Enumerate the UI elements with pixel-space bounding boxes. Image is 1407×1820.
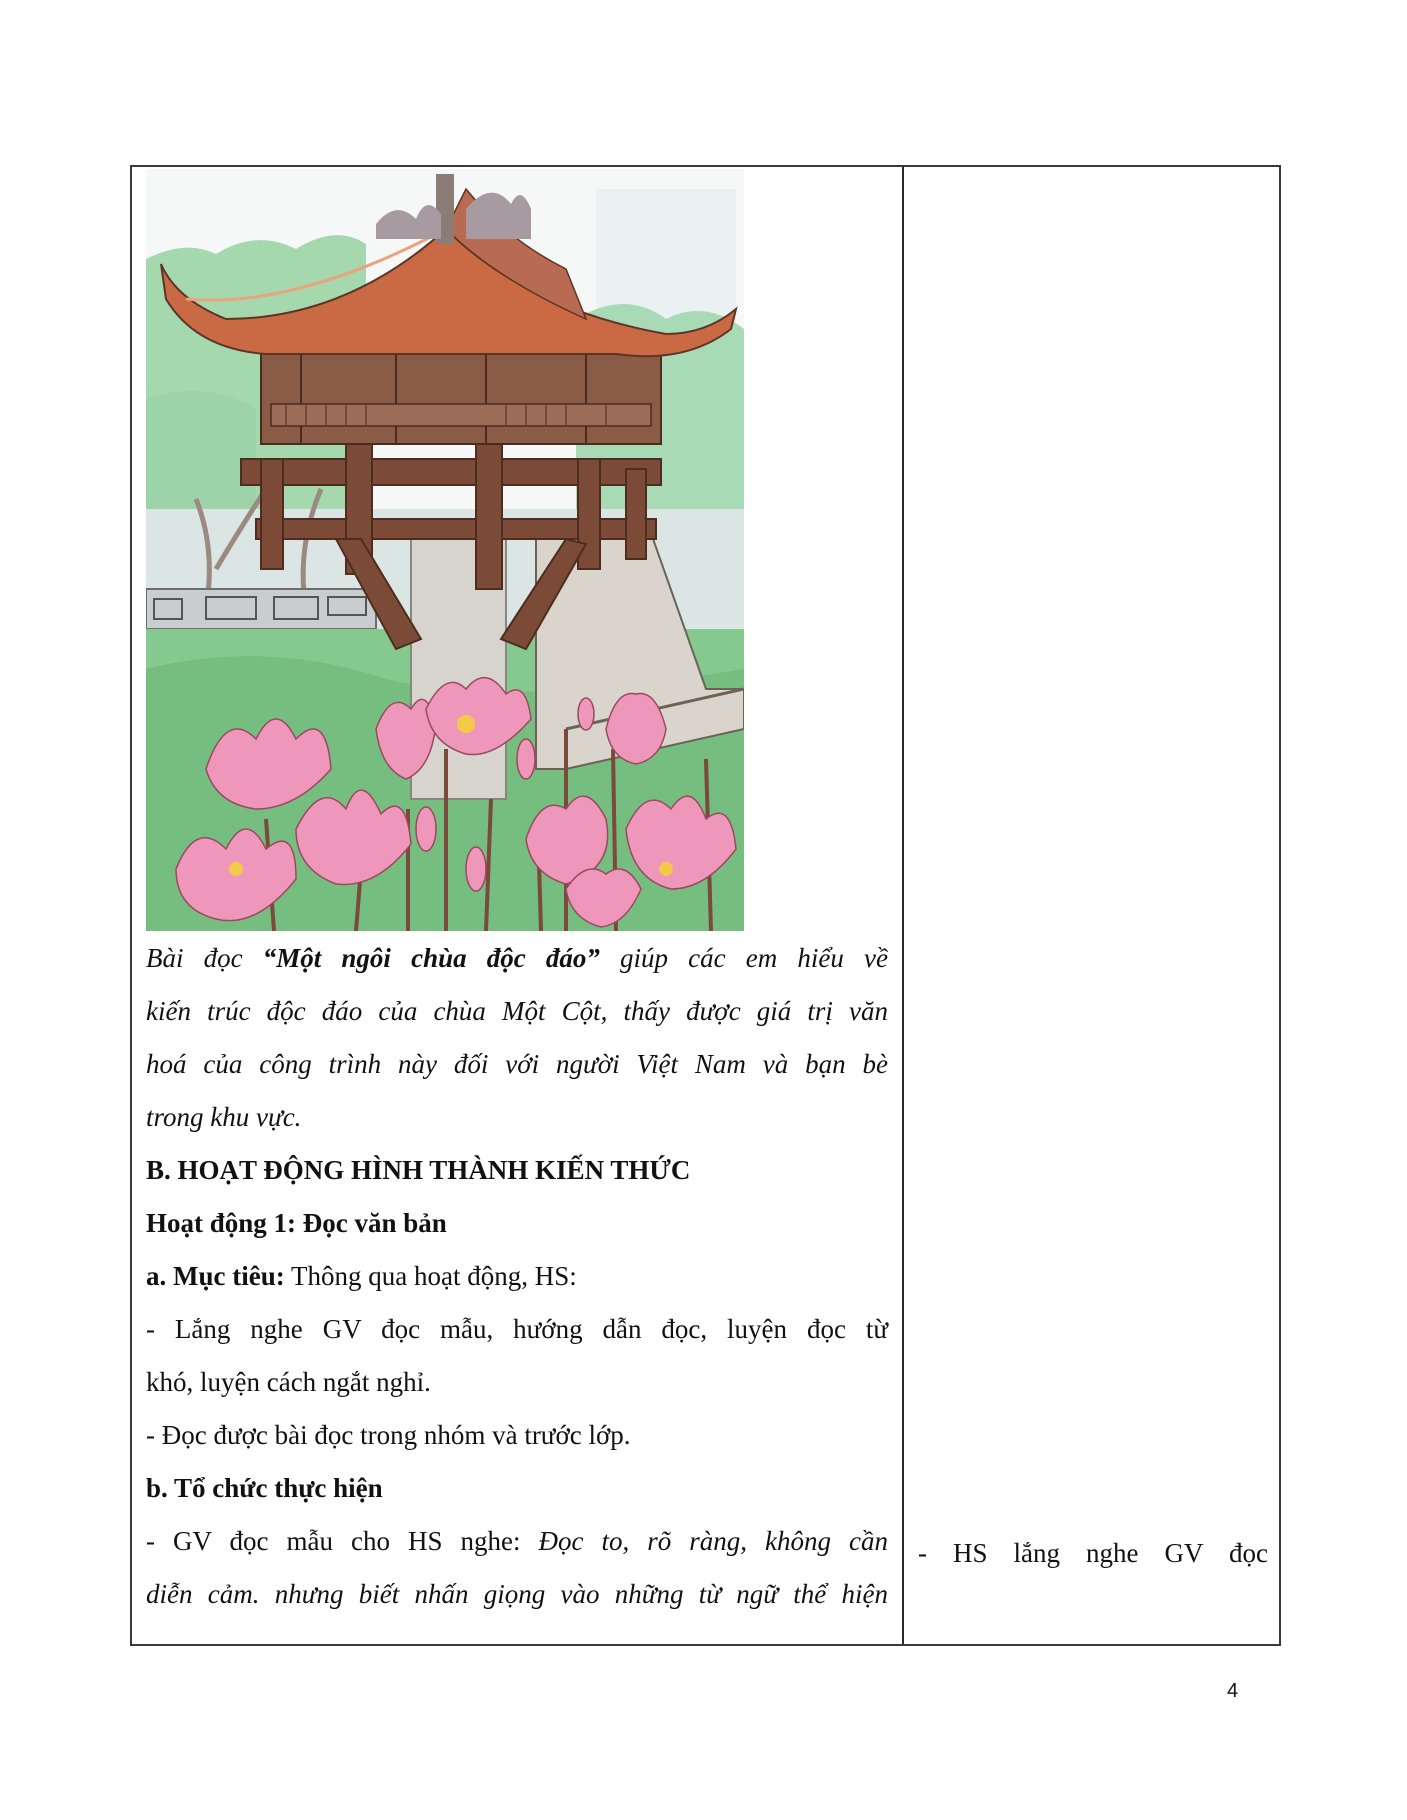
student-activity-text (918, 1527, 1268, 1580)
student-activity-line-1: - HS lắng nghe GV đọc (918, 1538, 1268, 1568)
intro-paragraph (146, 932, 888, 1621)
intro-line-4: trong khu vực. (146, 1102, 302, 1132)
implementation-line-1 (146, 1515, 888, 1568)
objective-text: Thông qua hoạt động, HS: (284, 1261, 577, 1291)
implementation-line-2: diễn cảm. nhưng biết nhấn giọng vào những từ ngữ thể hiện (146, 1579, 888, 1609)
intro-text: giúp các em hiểu về (599, 943, 888, 973)
intro-line-2: kiến trúc độc đáo của chùa Một Cột, thấy được giá trị văn (146, 996, 888, 1026)
objective-line (146, 1250, 888, 1303)
objective-item-2: - Đọc được bài đọc trong nhóm và trước lớp. (146, 1420, 631, 1450)
implementation-label: b. Tổ chức thực hiện (146, 1473, 383, 1503)
lesson-table (130, 165, 1281, 1646)
objective-item-1-line-1: - Lắng nghe GV đọc mẫu, hướng dẫn đọc, luyện đọc từ (146, 1314, 888, 1344)
intro-line-1 (146, 932, 888, 985)
intro-text: Bài đọc (146, 943, 263, 973)
intro-line-3: hoá của công trình này đối với người Việt Nam và bạn bè (146, 1049, 888, 1079)
activity-title: Hoạt động 1: Đọc văn bản (146, 1208, 447, 1238)
teacher-activity-cell (132, 167, 902, 1644)
implementation-text: - GV đọc mẫu cho HS nghe: (146, 1526, 539, 1556)
page-number: 4 (1227, 1680, 1239, 1702)
pagoda-illustration (146, 169, 744, 931)
section-heading: B. HOẠT ĐỘNG HÌNH THÀNH KIẾN THỨC (146, 1155, 691, 1185)
objective-label: a. Mục tiêu: (146, 1261, 285, 1291)
reading-instruction-italic: Đọc to, rõ ràng, không cần (538, 1526, 888, 1556)
lesson-title-bold: “Một ngôi chùa độc đáo” (262, 943, 600, 973)
student-activity-cell (904, 167, 1279, 1644)
objective-item-1-line-2: khó, luyện cách ngắt nghỉ. (146, 1367, 431, 1397)
